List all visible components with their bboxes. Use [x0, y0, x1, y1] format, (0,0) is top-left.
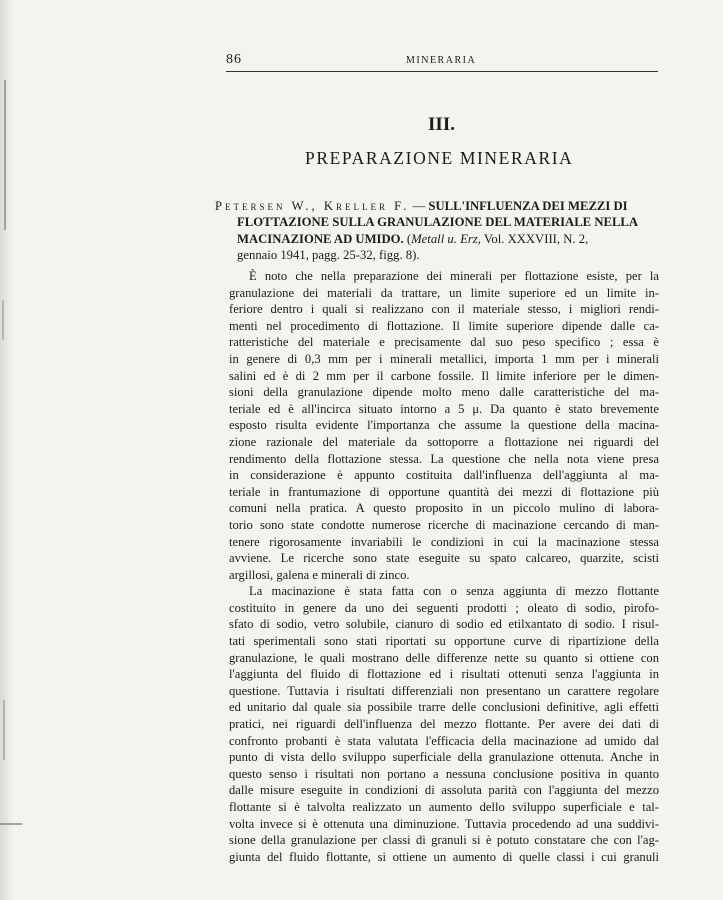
text-line: ratteristiche del materiale e precisamente dal suo peso specifico ; essa è [229, 335, 659, 350]
scan-edge-mark [4, 80, 6, 230]
running-head: MINERARIA [406, 55, 477, 66]
text-line: teriale ed è all'incirca situato intorno a 5 μ. Da quanto è stato brevemente [229, 401, 659, 416]
text-line: argillosi, galena e minerali di zinco. [229, 567, 410, 582]
text-line: in genere di 0,3 mm per i minerali metallici, importa 1 mm per i minerali [229, 351, 659, 366]
text-line: confronto probanti è stata valutata l'efficacia della macinazione ad umido dal [229, 733, 659, 748]
citation-line-3: MACINAZIONE AD UMIDO. (Metall u. Erz, Vol. XXXVIII, N. 2, [237, 231, 589, 246]
paragraph-2 [229, 583, 659, 865]
citation-authors: Petersen W., Kreller F. [215, 199, 410, 213]
text-line: menti nel procedimento di flottazione. Il limite superiore dipende dalle ca- [229, 318, 659, 333]
text-line: teriale in frantumazione di opportune quantità dei mezzi di flottazione più [229, 484, 659, 499]
citation-title-2: FLOTTAZIONE SULLA GRANULAZIONE DEL MATERIALE NELLA [237, 215, 639, 230]
text-line: ed unitario dal quale sia possibile trarre delle conclusioni definitive, agli effetti [229, 700, 659, 715]
text-line: torio sono state condotte numerose ricerche di macinazione cercando di man- [229, 517, 659, 532]
text-line: flottante si è talvolta realizzato un aumento dello sviluppo superficiale e tal- [229, 800, 659, 814]
citation-title-3: MACINAZIONE AD UMIDO. [237, 231, 404, 246]
text-line: tenere rigorosamente invariabili le condizioni in cui la macinazione stessa [229, 534, 659, 549]
text-line: dalle misure eseguite in condizioni di assoluta parità con l'aggiunta del mezzo [229, 783, 659, 798]
header-rule [226, 71, 658, 72]
text-line: questione. Tuttavia i risultati differenziali non presentano un carattere regolare [229, 683, 659, 698]
text-line: tati sperimentali sono stati riportati su opportune curve di ripartizione della [229, 634, 659, 649]
scan-edge-mark [3, 700, 5, 760]
text-line: questo senso i risultati non portano a nessuna conclusione positiva in quanto [229, 766, 659, 781]
text-line: costituito in genere da uno dei seguenti prodotti ; oleato di sodio, pirofo- [229, 600, 659, 615]
text-line: È noto che nella preparazione dei minerali per flottazione esiste, per la [249, 269, 659, 283]
text-line: sione della granulazione per classi di granuli si è potuto constatare che con l'ag- [229, 833, 659, 848]
citation-volume: Vol. XXXVIII, N. 2, [480, 231, 589, 246]
text-line: avviene. Le ricerche sono state eseguite su spato calcareo, quarzite, scisti [229, 551, 659, 566]
citation-line-1 [215, 198, 661, 214]
citation [215, 198, 661, 264]
paragraph-1 [229, 268, 659, 583]
scan-edge-mark [0, 823, 22, 825]
text-line: l'aggiunta del fluido di flottazione ed i risultati ottenuti senza l'aggiunta in [229, 667, 659, 682]
text-line: in considerazione è appunto costituita dall'influenza dell'aggiunta al ma- [229, 468, 659, 483]
text-line: rendimento della flottazione stessa. La questione che nella nota viene presa [229, 451, 659, 466]
citation-title-1: SULL'INFLUENZA DEI MEZZI DI [428, 199, 628, 213]
text-line: granulazione, le quali mostrano delle differenze nette su quanto si ottiene con [229, 650, 659, 665]
text-line: salini ed è di 2 mm per il carbone fossile. Il limite inferiore per le dimen- [229, 368, 659, 383]
text-line: zione razionale del materiale da sottoporre a flottazione nei riguardi del [229, 434, 659, 449]
text-line: pratici, nei riguardi dell'influenza del mezzo flottante. Per avere dei dati di [229, 717, 659, 732]
text-line: sioni della granulazione dipende molto meno dalle caratteristiche del ma- [229, 385, 659, 400]
citation-dash: — [409, 199, 429, 213]
citation-line-4: gennaio 1941, pagg. 25-32, figg. 8). [237, 248, 420, 263]
text-line: La macinazione è stata fatta con o senza aggiunta di mezzo flottante [249, 584, 659, 599]
text-line: giunta del fluido flottante, si ottiene un aumento di quelle classi i cui granuli [229, 849, 659, 864]
article-body [229, 268, 659, 865]
text-line: comuni nella pratica. A questo proposito in un piccolo mulino di labora- [229, 501, 659, 516]
text-line: sfato di sodio, vetro solubile, cianuro di sodio ed etilxantato di sodio. I risul- [229, 617, 659, 632]
text-line: granulazione dei materiali da trattare, un limite superiore ed un limite in- [229, 285, 659, 300]
citation-journal: Metall u. Erz, [411, 231, 481, 246]
scan-edge-mark [2, 300, 4, 340]
page-header [226, 52, 658, 72]
chapter-number: III. [428, 114, 455, 135]
text-line: feriore dentro i quali si realizzano con il materiale stesso, i migliori rendi- [229, 302, 659, 317]
page-number: 86 [226, 52, 242, 67]
text-line: punto di vista dello sviluppo superficiale della granulazione ottenuta. Anche in [229, 750, 659, 765]
text-line: volta invece si è ottenuta una diminuzione. Tuttavia procedendo ad una suddivi- [229, 816, 659, 831]
chapter-title: PREPARAZIONE MINERARIA [305, 148, 574, 168]
text-line: esposto risulta evidente l'importanza che assume la questione della macina- [229, 418, 659, 433]
